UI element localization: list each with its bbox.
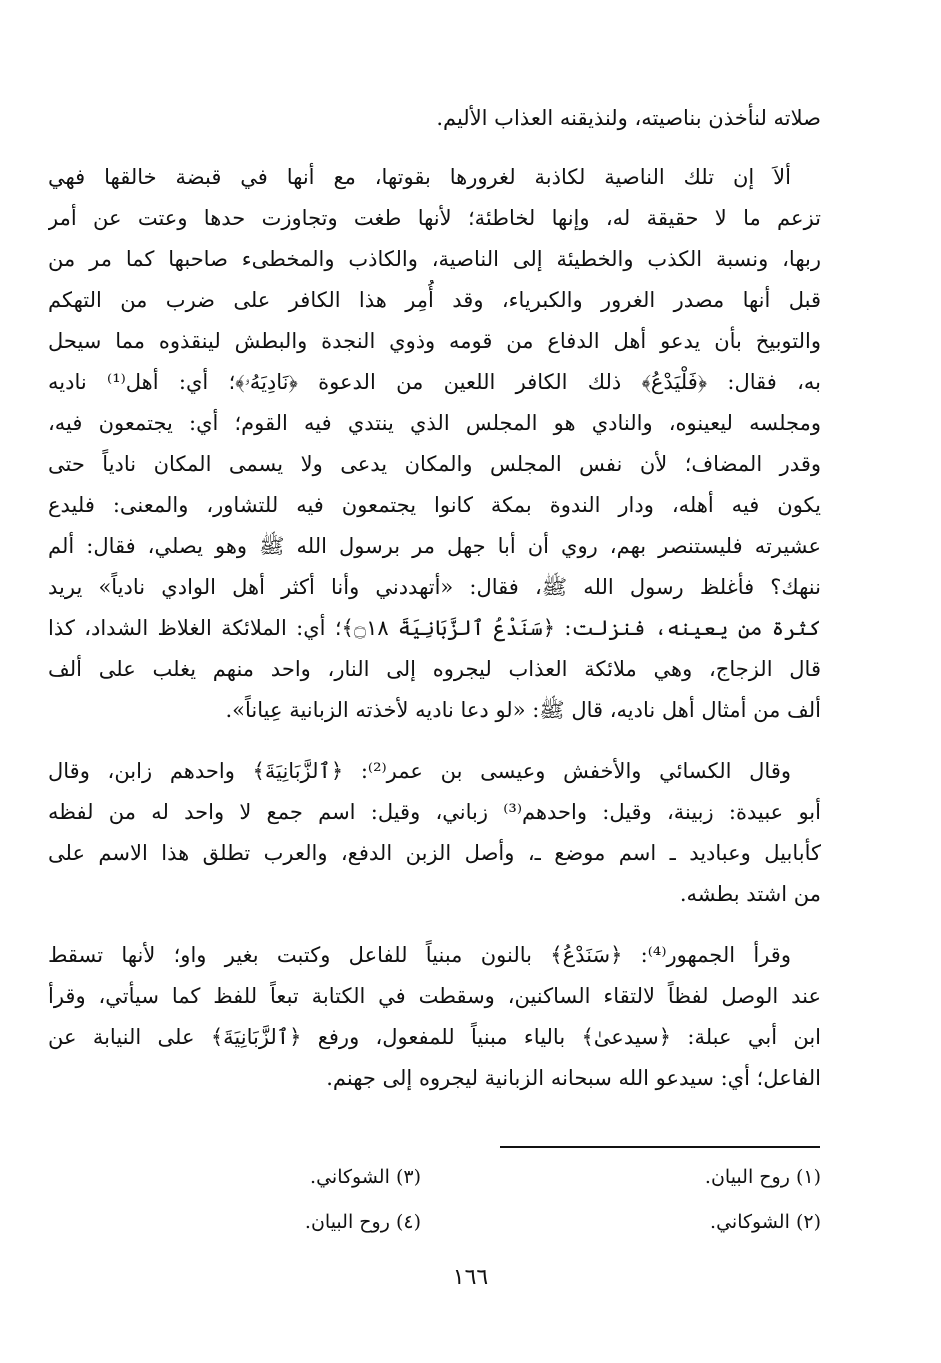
text-line: ألاَ إن تلك الناصية لكاذبة لغرورها بقوتها، مع أنها في قبضة خالقها فهي xyxy=(48,165,791,189)
footnote-text: روح البيان. xyxy=(304,1211,390,1233)
footnote-4 xyxy=(305,1207,421,1237)
footnote-number: (٤) xyxy=(395,1211,421,1233)
page-number: ١٦٦ xyxy=(452,1265,489,1290)
text-line: ابن أبي عبلة: ﴿سيدعىٰ﴾ بالياء مبنياً للمفعول، ورفع ﴿ٱلزَّبَانِيَةَ﴾ على النيابة عن xyxy=(48,1025,821,1049)
text-line: تزعم ما لا حقيقة له، وإنها لخاطئة؛ لأنها طغت وتجاوزت حدها وعتت عن أمر xyxy=(48,206,821,230)
text-line: كثرة من يعينه، فنزلت: ﴿سَنَدْعُ ٱلزَّبَانِيَةَ ۝١٨﴾؛ أي: الملائكة الغلاظ الشداد، كذا xyxy=(48,616,821,640)
text-line: به، فقال: ﴿فَلْيَدْعُ﴾ ذلك الكافر اللعين من الدعوة ﴿نَادِيَهُۥ﴾؛ أي: أهل⁽¹⁾ ناديه xyxy=(48,370,821,394)
text-line: أبو عبيدة: زبينة، وقيل: واحدهم⁽³⁾ زباني، وقيل: اسم جمع لا واحد له من لفظه xyxy=(48,800,821,824)
text-line: من اشتد بطشه. xyxy=(679,882,821,906)
text-line: كأبابيل وعباديد ـ اسم موضع ـ، وأصل الزبن الدفع، والعرب تطلق هذا الاسم على xyxy=(48,841,821,865)
text-line: صلاته لنأخذن بناصيته، ولنذيقنه العذاب الأليم. xyxy=(436,106,821,130)
footnote-number: (٢) xyxy=(795,1211,821,1233)
text-line: قبل أنها مصدر الغرور والكبرياء، وقد أُمِر هذا الكافر على ضرب من التهكم xyxy=(48,288,821,312)
footnote-number: (١) xyxy=(795,1166,821,1188)
text-line: عشيرته فليستنصر بهم، روي أن أبا جهل مر برسول الله ﷺ وهو يصلي، فقال: ألم xyxy=(48,534,821,558)
text-line: وقدر المضاف؛ لأن نفس المجلس والمكان يدعى ولا يسمى المكان نادياً حتى xyxy=(48,452,821,476)
footnote-3 xyxy=(310,1162,421,1192)
text-line: قال الزجاج، وهي ملائكة العذاب ليجروه إلى النار، واحد منهم يغلب على ألف xyxy=(48,657,821,681)
footnote-number: (٣) xyxy=(395,1166,421,1188)
text-line: ألف من أمثال أهل ناديه، قال ﷺ: «لو دعا ناديه لأخذته الزبانية عِياناً». xyxy=(225,698,821,722)
footnote-2 xyxy=(710,1207,821,1237)
text-line: يكون فيه أهله، ودار الندوة بمكة كانوا يجتمعون فيه للتشاور، والمعنى: فليدع xyxy=(48,493,821,517)
text-line: وقال الكسائي والأخفش وعيسى بن عمر⁽²⁾: ﴿ٱلزَّبَانِيَةَ﴾ واحدهم زابن، وقال xyxy=(48,759,791,783)
text-line: وقرأ الجمهور⁽⁴⁾: ﴿سَنَدْعُ﴾ بالنون مبنياً للفاعل وكتبت بغير واو؛ لأنها تسقط xyxy=(48,943,791,967)
text-line: ومجلسه ليعينوه، والنادي هو المجلس الذي ينتدي فيه القوم؛ أي: يجتمعون فيه، xyxy=(48,411,821,435)
footnote-text: روح البيان. xyxy=(704,1166,790,1188)
text-line: ننهك؟ فأغلظ رسول الله ﷺ، فقال: «أتهددني وأنا أكثر أهل الوادي نادياً» يريد xyxy=(48,575,821,599)
text-line: والتوبيخ بأن يدعو أهل الدفاع من قومه وذوي النجدة والبطش لينقذوه مما سيحل xyxy=(48,329,821,353)
footnote-text: الشوكاني. xyxy=(710,1211,790,1233)
footnote-1 xyxy=(705,1162,821,1192)
footnote-text: الشوكاني. xyxy=(310,1166,390,1188)
text-line: ربها، ونسبة الكذب والخطيئة إلى الناصية، والكاذب والمخطىء صاحبها كما مر من xyxy=(48,247,821,271)
text-line: الفاعل؛ أي: سيدعو الله سبحانه الزبانية ليجروه إلى جهنم. xyxy=(326,1066,821,1090)
footnote-separator xyxy=(500,1146,820,1148)
text-line: عند الوصل لفظاً لالتقاء الساكنين، وسقطت في الكتابة تبعاً للفظ كما سيأتي، وقرأ xyxy=(48,984,821,1008)
